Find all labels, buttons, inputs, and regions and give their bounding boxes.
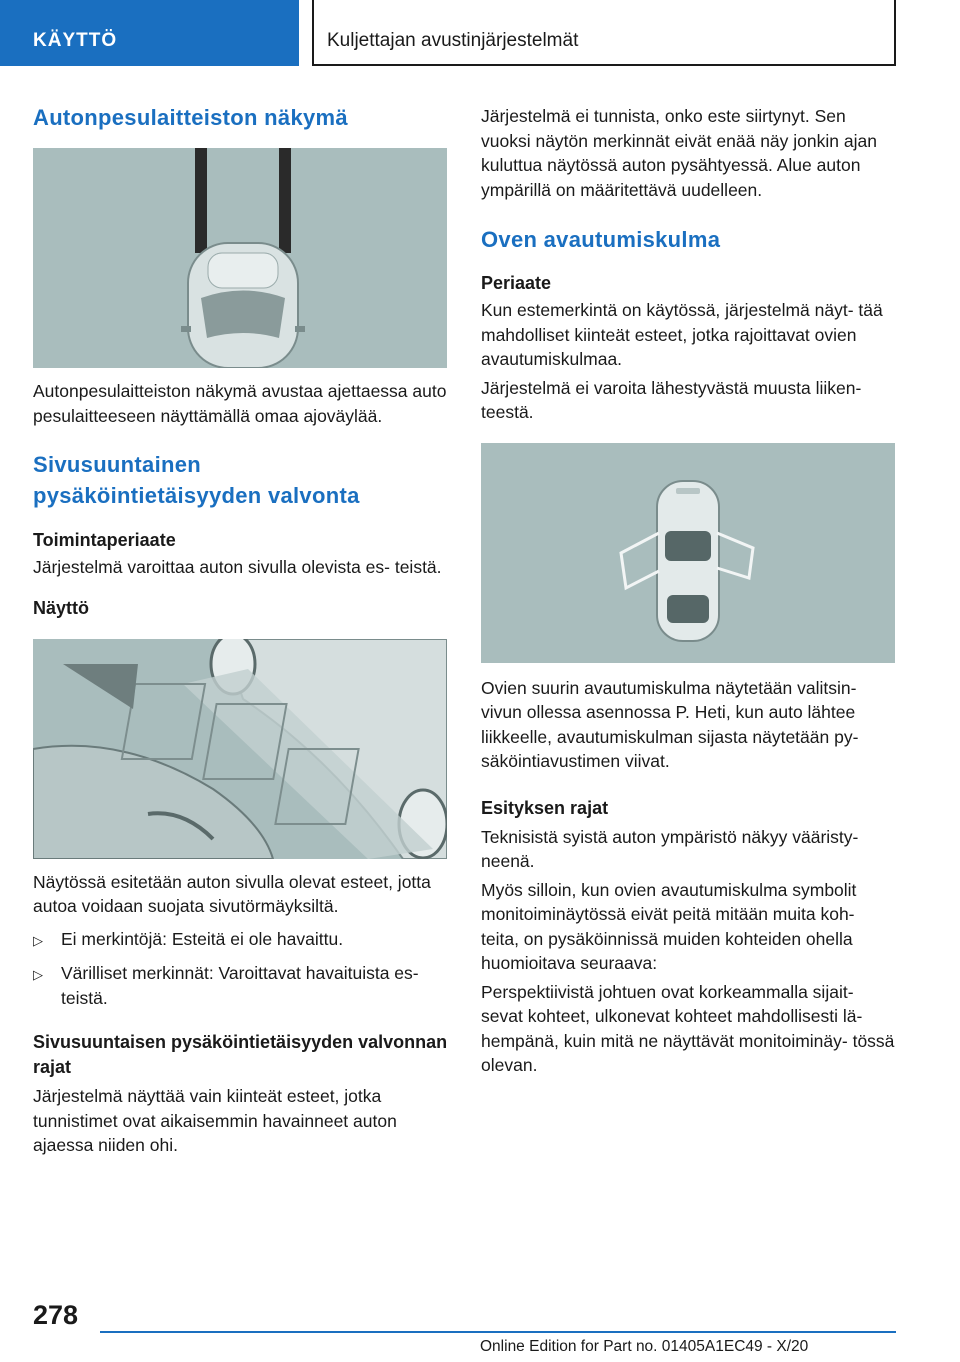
triangle-right-icon: ▷ [33, 932, 43, 948]
heading-door-angle: Oven avautumiskulma [481, 227, 721, 252]
heading-side-protection [33, 449, 449, 511]
list-item [33, 927, 449, 952]
side-limits-text: Järjestelmä näyttää vain kiinteät esteet, jotka tunnistimet ovat aikaisemmin havainneet auton ajaessa niiden ohi. [33, 1086, 397, 1155]
subheading-display: Näyttö [33, 597, 90, 618]
right-column [481, 100, 897, 1078]
chapter-title: Kuljettajan avustinjärjestelmät [312, 0, 896, 66]
page-number: 278 [33, 1300, 79, 1330]
list-item-text: Värilliset merkinnät: Varoittavat havaituista es- teistä. [61, 963, 419, 1008]
triangle-right-icon: ▷ [33, 967, 43, 982]
door-angle-description: Ovien suurin avautumiskulma näytetään valitsin- vivun ollessa asennossa P. Heti, kun auto lähtee liikkeelle, avautumiskulman sijasta näytetään py- säköintiavustimen viivat. [481, 677, 859, 771]
list-item-text: Ei merkintöjä: Esteitä ei ole havaittu. [61, 928, 344, 949]
door-principle-text-1: Kun estemerkintä on käytössä, järjestelmä näyt- tää mahdolliset kiinteät esteet, jotka rajoittavat ovien avautumiskulmaa. [481, 300, 883, 369]
page-header [0, 0, 960, 66]
heading-side-line1: Sivusuuntainen [33, 452, 201, 477]
list-item [33, 961, 449, 1010]
subheading-door-principle: Periaate [481, 273, 552, 293]
subheading-side-limits: Sivusuuntaisen pysäköintietäisyyden valvonnan rajat [33, 1032, 448, 1077]
subheading-display-limits: Esityksen rajat [481, 797, 609, 818]
door-angle-illustration [481, 443, 895, 663]
door-principle-text-2: Järjestelmä ei varoita lähestyvästä muusta liiken- teestä. [481, 377, 862, 422]
side-protection-illustration [33, 639, 447, 859]
continued-text: Järjestelmä ei tunnista, onko este siirtynyt. Sen vuoksi näytön merkinnät eivät enää näy jonkin ajan kuluttua näytössä auton pysähtyessä. Alue auton ympärillä on määritettävä uudelleen. [481, 106, 877, 200]
subheading-principle: Toimintaperiaate [33, 530, 176, 550]
principle-text: Järjestelmä varoittaa auton sivulla olevista es- teistä. [33, 557, 442, 577]
edition-note: Online Edition for Part no. 01405A1EC49 - X/20 [480, 1338, 809, 1355]
display-limits-text-1: Teknisistä syistä auton ympäristö näkyy vääristy- neenä. [481, 826, 859, 871]
carwash-description: Autonpesulaitteiston näkymä avustaa ajettaessa auto pesulaitteeseen näyttämällä omaa ajoväylää. [33, 381, 447, 426]
display-limits-text-3: Perspektiivistä johtuen ovat korkeammalla sijait- sevat kohteet, ulkonevat kohteet mahdollisesti lä- hempänä, kuin mitä ne näyttävät monitoiminäy- tössä olevan. [481, 981, 895, 1075]
display-legend-list [33, 927, 449, 1011]
heading-carwash-view: Autonpesulaitteiston näkymä [33, 105, 348, 130]
footer-divider [100, 1331, 896, 1333]
display-description: Näytössä esitetään auton sivulla olevat esteet, jotta autoa voidaan suojata sivutörmäyksiltä. [33, 871, 431, 916]
display-limits-text-2: Myös silloin, kun ovien avautumiskulma symbolit monitoiminäytössä eivät peitä mitään muita koh- teita, on pysäköinnissä muiden kohteiden ohella huomioitava seuraava: [481, 879, 857, 973]
carwash-view-illustration [33, 148, 447, 368]
heading-side-line2: pysäköintietäisyyden valvonta [33, 483, 360, 508]
section-tab: KÄYTTÖ [0, 0, 299, 66]
left-column [33, 100, 449, 1158]
